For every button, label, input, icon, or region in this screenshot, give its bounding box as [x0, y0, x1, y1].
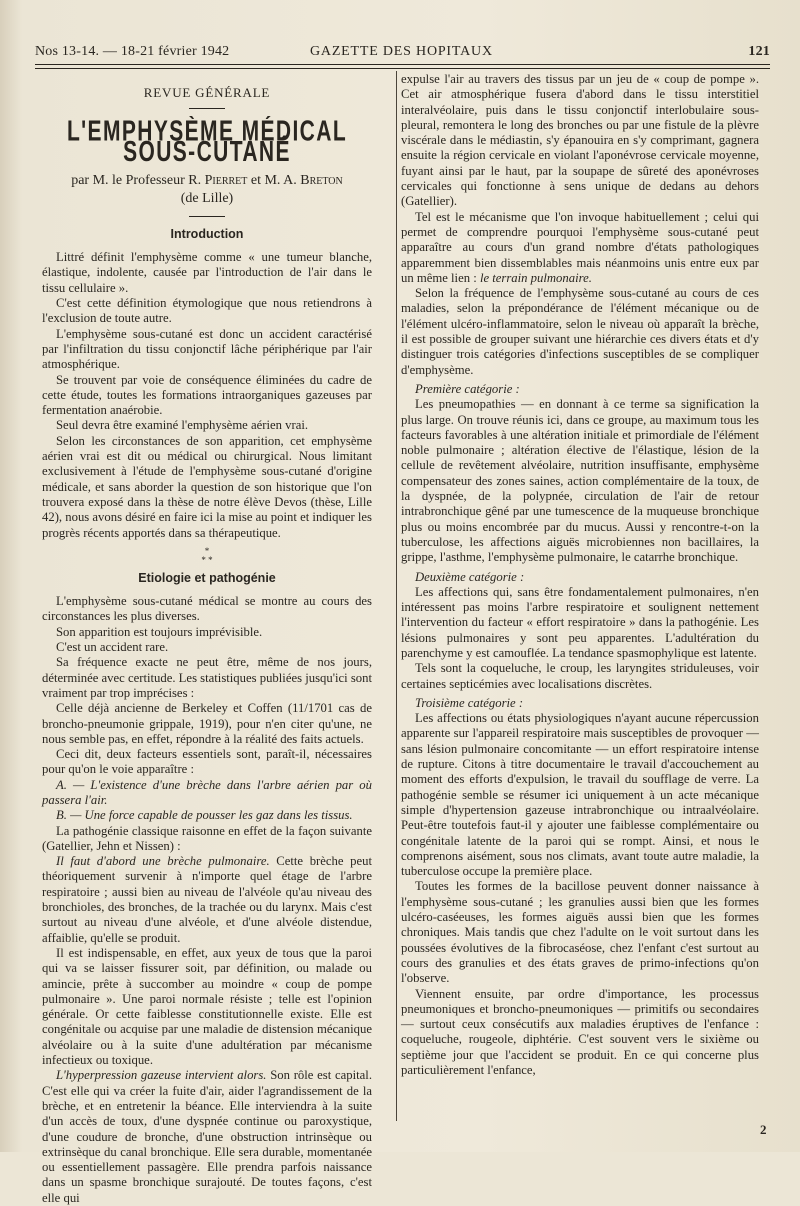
- paragraph-breche: [42, 854, 372, 946]
- paragraph: Seul devra être examiné l'emphysème aérien vrai.: [56, 418, 309, 433]
- authors-affiliation: (de Lille): [180, 190, 234, 206]
- paragraph: Se trouvent par voie de conséquence éliminées du cadre de cette étude, toutes les formations intraorganiques gazeuses par fermentation anaérobie.: [42, 372, 372, 418]
- issue-date: Nos 13-14. — 18-21 février 1942: [35, 44, 230, 59]
- paragraph: Celle déjà ancienne de Berkeley et Coffen (11/1701 cas de broncho-pneumonie grippale, 1919), pour n'en citer qu'une, ne nous semble pas, en effet, répondre à la réalité des faits actuels.: [42, 701, 372, 746]
- paragraph: C'est cette définition étymologique que nous retiendrons à l'exclusion de toute autre.: [42, 296, 372, 326]
- terrain-italic: le terrain pulmonaire.: [479, 270, 592, 285]
- category-2-heading: Deuxième catégorie :: [415, 569, 525, 584]
- factor-b: B. — Une force capable de pousser les gaz dans les tissus.: [56, 808, 353, 823]
- paragraph: Toutes les formes de la bacillose peuvent donner naissance à l'emphysème sous-cutané ; les granulies aussi bien que les formes ulcéro-caséeuses, les formes aiguës aussi bien que les formes chroniques. Mais tandis que chez l'adulte on le voit surtout dans les poussées évolutives de la fibrocaséose, chez l'enfant c'est surtout au cours des granulies et des états graves de primo-infections qu'on l'observe.: [401, 879, 759, 986]
- paragraph-terrain: [401, 210, 759, 286]
- paragraph: L'emphysème sous-cutané est donc un accident caractérisé par l'infiltration du tissu conjonctif lâche périphérique par l'air atmosphérique.: [42, 326, 372, 372]
- paragraph: expulse l'air au travers des tissus par un jeu de « coup de pompe ». Cet air atmosphérique fusera d'abord dans le tissu interstitiel interalvéolaire, puis dans le tissu conjonctif interlobulaire sous-pleural, remontera le long des bronches ou par une fistule de la plèvre viscérale dans le médiastin, s'y épanouira en s'y comprimant, gagnera ensuite la région cervicale en violant l'aponévrose cervicale moyenne, fuyant ainsi par le haut, par la soupape de sûreté des aponévroses cervicales qui fonctionne à sens unique de dedans au dehors (Gatellier).: [401, 72, 759, 209]
- column-divider: [396, 71, 397, 1121]
- paragraph: Les affections qui, sans être fondamentalement pulmonaires, n'en intéressent pas moins l'arbre respiratoire et soulignent nettement l'intervention du facteur « effort respiratoire » dans la pathogénie. Les lésions pulmonaires y sont peu apparentes. L'adultération du parenchyme y est camouflée. La tendance spasmophylique est latente.: [401, 584, 759, 660]
- paragraph: Tels sont la coqueluche, le croup, les laryngites striduleuses, voir certaines septicémies avec localisations discrètes.: [401, 661, 759, 691]
- terrain-text: Tel est le mécanisme que l'on invoque habituellement ; celui qui permet de comprendre pourquoi l'emphysème sous-cutané peut apparaître au cours d'un grand nombre d'états pathologiques apparemment bien dissemblables mais néanmoins unis entre eux par un même lien :: [401, 209, 759, 285]
- paragraph-hyperpression: [42, 1068, 372, 1206]
- breche-rest: Cette brèche peut théoriquement survenir à n'importe quel étage de l'arbre respiratoire ; aussi bien au niveau de l'alvéole qu'au niveau des bronchioles, des bronches, de la trachée ou du larynx. Mais c'est surtout au niveau d'une alvéole, et d'une alvéole distendue, affaiblie, qu'elle se produit.: [42, 854, 372, 945]
- paragraph: Les affections ou états physiologiques n'ayant aucune répercussion apparente sur l'appareil respiratoire mais susceptibles de provoquer — sans lésion pulmonaire concomitante — un effort respiratoire intense de rupture. Citons à titre documentaire le travail d'accouchement au moment des efforts d'expulsion, le travail du soufflage de verre. La pathogénie semble se résumer ici uniquement à un acte mécanique simple d'hypertension gazeuse intrabronchique ou intraalvéolaire. Peut-être toutefois faut-il y ajouter une faiblesse complémentaire ou congénitale latente de la paroi qui se rompt. Ainsi, et nous le comprenons aisément, sous nos climats, avant toute autre maladie, la tuberculose occupe la première place.: [401, 711, 759, 879]
- section-label: REVUE GÉNÉRALE: [143, 85, 271, 100]
- factor-a: A. — L'existence d'une brèche dans l'arbre aérien par où passera l'air.: [42, 777, 372, 807]
- paragraph: C'est un accident rare.: [56, 640, 169, 655]
- paragraph: La pathogénie classique raisonne en effet de la façon suivante (Gatellier, Jehn et Nissen) :: [42, 823, 372, 853]
- paragraph: Selon les circonstances de son apparition, cet emphysème aérien vrai est dit ou médical ou chirurgical. Nous limitant exclusivement à l'étude de l'emphysème sous-cutané d'origine médicale, et sans aborder la question de son historique que l'on trouvera exposé dans la thèse de notre élève Devos (thèse, Lille 42), nous avons désiré en faire ici la mise au point et indiquer les progrès récents apportés dans sa thérapeutique.: [42, 433, 372, 540]
- paragraph: Selon la fréquence de l'emphysème sous-cutané au cours de ces maladies, selon la prépondérance de l'élément mécanique ou de l'élément ulcéro-inflammatoire, selon le niveau où apparaît la brèche, il est possible de grouper suivant une hiérarchie ces divers états et d'y distinguer trois catégories d'infections susceptibles de se compliquer d'emphysème.: [401, 286, 759, 377]
- asterism-divider: * * *: [201, 545, 213, 565]
- right-column: [401, 72, 759, 1078]
- author-breton: Breton: [300, 172, 343, 188]
- header-rule-thin: [35, 68, 770, 69]
- left-column: [42, 78, 372, 1206]
- paragraph: Les pneumopathies — en donnant à ce terme sa signification la plus large. On trouve réunis ici, dans ce groupe, au maximum tous les facteurs favorables à une altération initiale et primordiale de l'élément noble pulmonaire ; altération élective de l'élastique, lésion de la cellule de revêtement alvéolaire, nutrition insuffisante, emphysème compensateur des zones saines, action complémentaire de la toux, de la dyspnée, de la polypnée, circulation de l'air de retour intrabronchique gêné par une tumescence de la muqueuse bronchique plus ou moins encombrée par du mucus. Aussi y rencontre-t-on la tuberculose, les affections aiguës microbiennes non bacillaires, la grippe, l'asthme, l'emphysème pulmonaire, le catarrhe bronchique.: [401, 397, 759, 565]
- authors-mid: et M. A.: [247, 172, 301, 188]
- authors-prefix: par M. le Professeur: [71, 172, 189, 188]
- paragraph: Sa fréquence exacte ne peut être, même de nos jours, déterminée avec certitude. Les statistiques publiées jusqu'ici sont vraiment par trop imprécises :: [42, 655, 372, 700]
- heading-introduction: Introduction: [170, 226, 244, 241]
- authors-rule: [189, 216, 225, 217]
- paragraph: Il est indispensable, en effet, aux yeux de tous que la paroi qui va se laisser fissurer soit, par définition, ou malade ou amincie, prête à succomber au moindre « coup de pompe pulmonaire ». Une paroi normale résiste ; telle est l'opinion générale. Or cette faiblesse constitutionnelle existe. Elle est congénitale ou acquise par une maladie de distension mécanique alvéolaire ou à la suite d'une adultération par mécanisme infectieux ou toxique.: [42, 945, 372, 1068]
- paragraph: Littré définit l'emphysème comme « une tumeur blanche, élastique, indolente, causée par l'introduction de l'air dans le tissu cellulaire ».: [42, 250, 372, 295]
- page-number: 121: [748, 44, 770, 59]
- author-pierret: R. Pierret: [188, 172, 248, 188]
- hyper-rest: Son rôle est capital. C'est elle qui va créer la fuite d'air, aider l'agrandissement de la brèche, et en entretenir la béance. Elle interviendra à la suite d'un accès de toux, d'une dyspnée continue ou paroxystique, d'une coudure de bronche, d'une obstruction intrinsèque ou extrinsèque du canal bronchique. Elle sera durable, momentanée ou essentiellement passagère. Elle prendra parfois naissance dans un spasme bronchique surajouté. De toutes façons, c'est elle qui: [42, 1068, 372, 1205]
- section-rule: [189, 108, 225, 109]
- category-3-heading: Troisième catégorie :: [415, 695, 524, 710]
- journal-title: GAZETTE DES HOPITAUX: [310, 44, 493, 59]
- breche-lead: Il faut d'abord une brèche pulmonaire.: [56, 854, 270, 869]
- paragraph: L'emphysème sous-cutané médical se montre au cours des circonstances les plus diverses.: [42, 594, 372, 624]
- article-authors: [42, 172, 372, 190]
- paragraph: Son apparition est toujours imprévisible.: [56, 624, 263, 639]
- signature-mark: 2: [760, 1122, 767, 1137]
- paragraph: Viennent ensuite, par ordre d'importance, les processus pneumoniques et broncho-pneumoniques — primitifs ou secondaires — surtout ceux consécutifs aux maladies éruptives de l'enfance : coqueluche, rougeole, diphtérie. C'est souvent vers le sixième ou septième jour que l'accident se produit. En ce qui concerne plus particulièrement l'enfance,: [401, 986, 759, 1077]
- header-rule-thick: [35, 64, 770, 65]
- article-title: L'EMPHYSÈME MÉDICAL SOUS-CUTANÉ: [66, 116, 348, 169]
- paragraph: Ceci dit, deux facteurs essentiels sont, paraît-il, nécessaires pour qu'on le voie apparaître :: [42, 747, 372, 777]
- heading-etiologie: Etiologie et pathogénie: [138, 570, 276, 585]
- hyper-lead: L'hyperpression gazeuse intervient alors.: [56, 1068, 267, 1083]
- category-1-heading: Première catégorie :: [415, 381, 520, 396]
- page-header: [35, 44, 770, 66]
